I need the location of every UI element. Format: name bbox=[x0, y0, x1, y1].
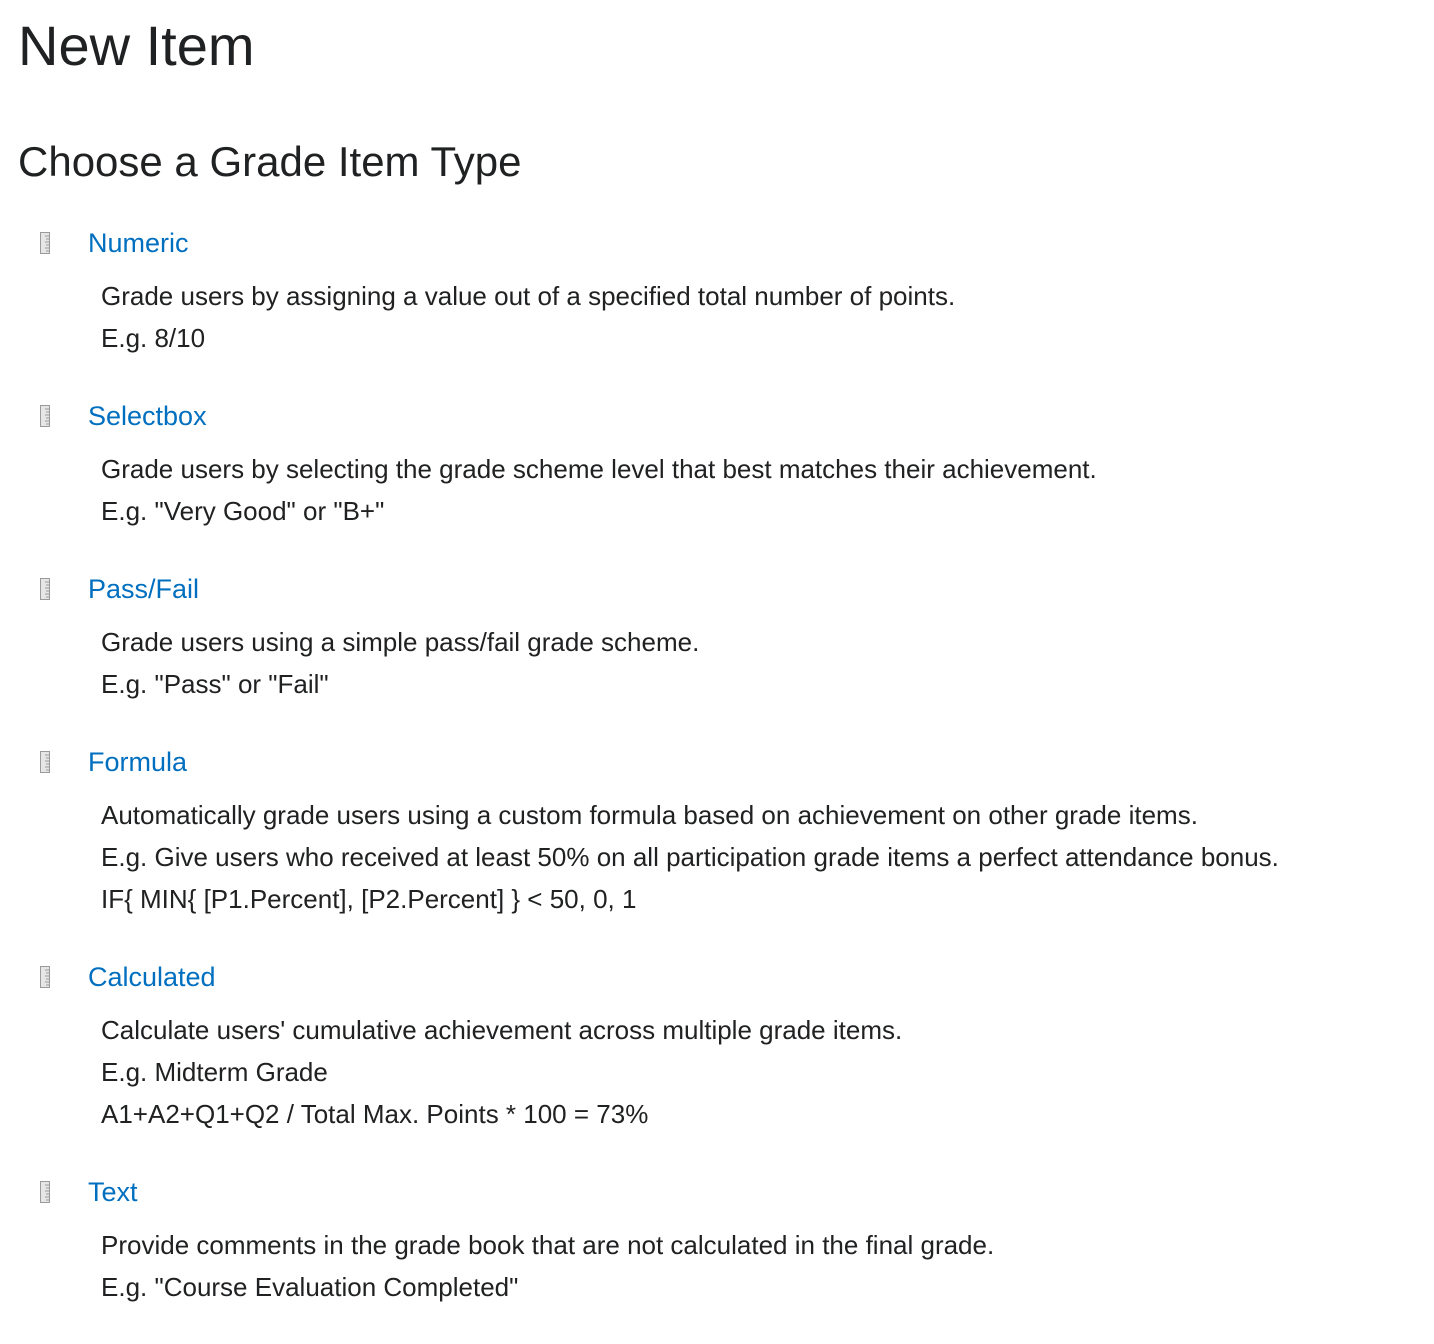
section-title: Choose a Grade Item Type bbox=[18, 138, 522, 185]
item-description bbox=[101, 448, 1434, 532]
item-description-line: E.g. 8/10 bbox=[101, 323, 206, 353]
item-description-line: IF{ MIN{ [P1.Percent], [P2.Percent] } < 50, 0, 1 bbox=[101, 884, 637, 914]
item-type-link-pass-fail[interactable]: Pass/Fail bbox=[88, 573, 200, 604]
item-type-link-numeric[interactable]: Numeric bbox=[88, 227, 189, 258]
item-description-line: A1+A2+Q1+Q2 / Total Max. Points * 100 = 73% bbox=[101, 1099, 649, 1129]
grade-item-type-text bbox=[38, 1171, 1434, 1308]
grade-item-type-pass-fail bbox=[38, 568, 1434, 705]
ruler-icon bbox=[40, 232, 50, 254]
item-description bbox=[101, 1224, 1434, 1308]
item-type-link-selectbox[interactable]: Selectbox bbox=[88, 400, 207, 431]
item-description bbox=[101, 794, 1434, 920]
item-description bbox=[101, 621, 1434, 705]
ruler-icon bbox=[40, 1181, 50, 1203]
item-description-line: Grade users by selecting the grade scheme level that best matches their achievement. bbox=[101, 454, 1097, 484]
grade-item-type-formula bbox=[38, 741, 1434, 920]
item-description-line: E.g. "Pass" or "Fail" bbox=[101, 669, 329, 699]
item-description-line: Automatically grade users using a custom formula based on achievement on other grade items. bbox=[101, 800, 1198, 830]
item-type-link-text[interactable]: Text bbox=[88, 1176, 138, 1207]
item-description-line: E.g. Midterm Grade bbox=[101, 1057, 328, 1087]
item-description-line: Calculate users' cumulative achievement across multiple grade items. bbox=[101, 1015, 903, 1045]
grade-item-type-calculated bbox=[38, 956, 1434, 1135]
page-title: New Item bbox=[18, 14, 255, 77]
item-description-line: Provide comments in the grade book that are not calculated in the final grade. bbox=[101, 1230, 995, 1260]
grade-item-type-selectbox bbox=[38, 395, 1434, 532]
item-description bbox=[101, 275, 1434, 359]
item-description-line: Grade users by assigning a value out of a specified total number of points. bbox=[101, 281, 956, 311]
ruler-icon bbox=[40, 405, 50, 427]
ruler-icon bbox=[40, 751, 50, 773]
item-description bbox=[101, 1009, 1434, 1135]
item-description-line: E.g. "Course Evaluation Completed" bbox=[101, 1272, 519, 1302]
item-description-line: E.g. Give users who received at least 50% on all participation grade items a perfect attendance bonus. bbox=[101, 842, 1279, 872]
item-type-link-calculated[interactable]: Calculated bbox=[88, 961, 216, 992]
item-type-link-formula[interactable]: Formula bbox=[88, 746, 188, 777]
grade-item-type-numeric bbox=[38, 222, 1434, 359]
item-description-line: E.g. "Very Good" or "B+" bbox=[101, 496, 385, 526]
grade-item-type-list bbox=[38, 222, 1434, 1344]
item-description-line: Grade users using a simple pass/fail grade scheme. bbox=[101, 627, 700, 657]
ruler-icon bbox=[40, 578, 50, 600]
ruler-icon bbox=[40, 966, 50, 988]
